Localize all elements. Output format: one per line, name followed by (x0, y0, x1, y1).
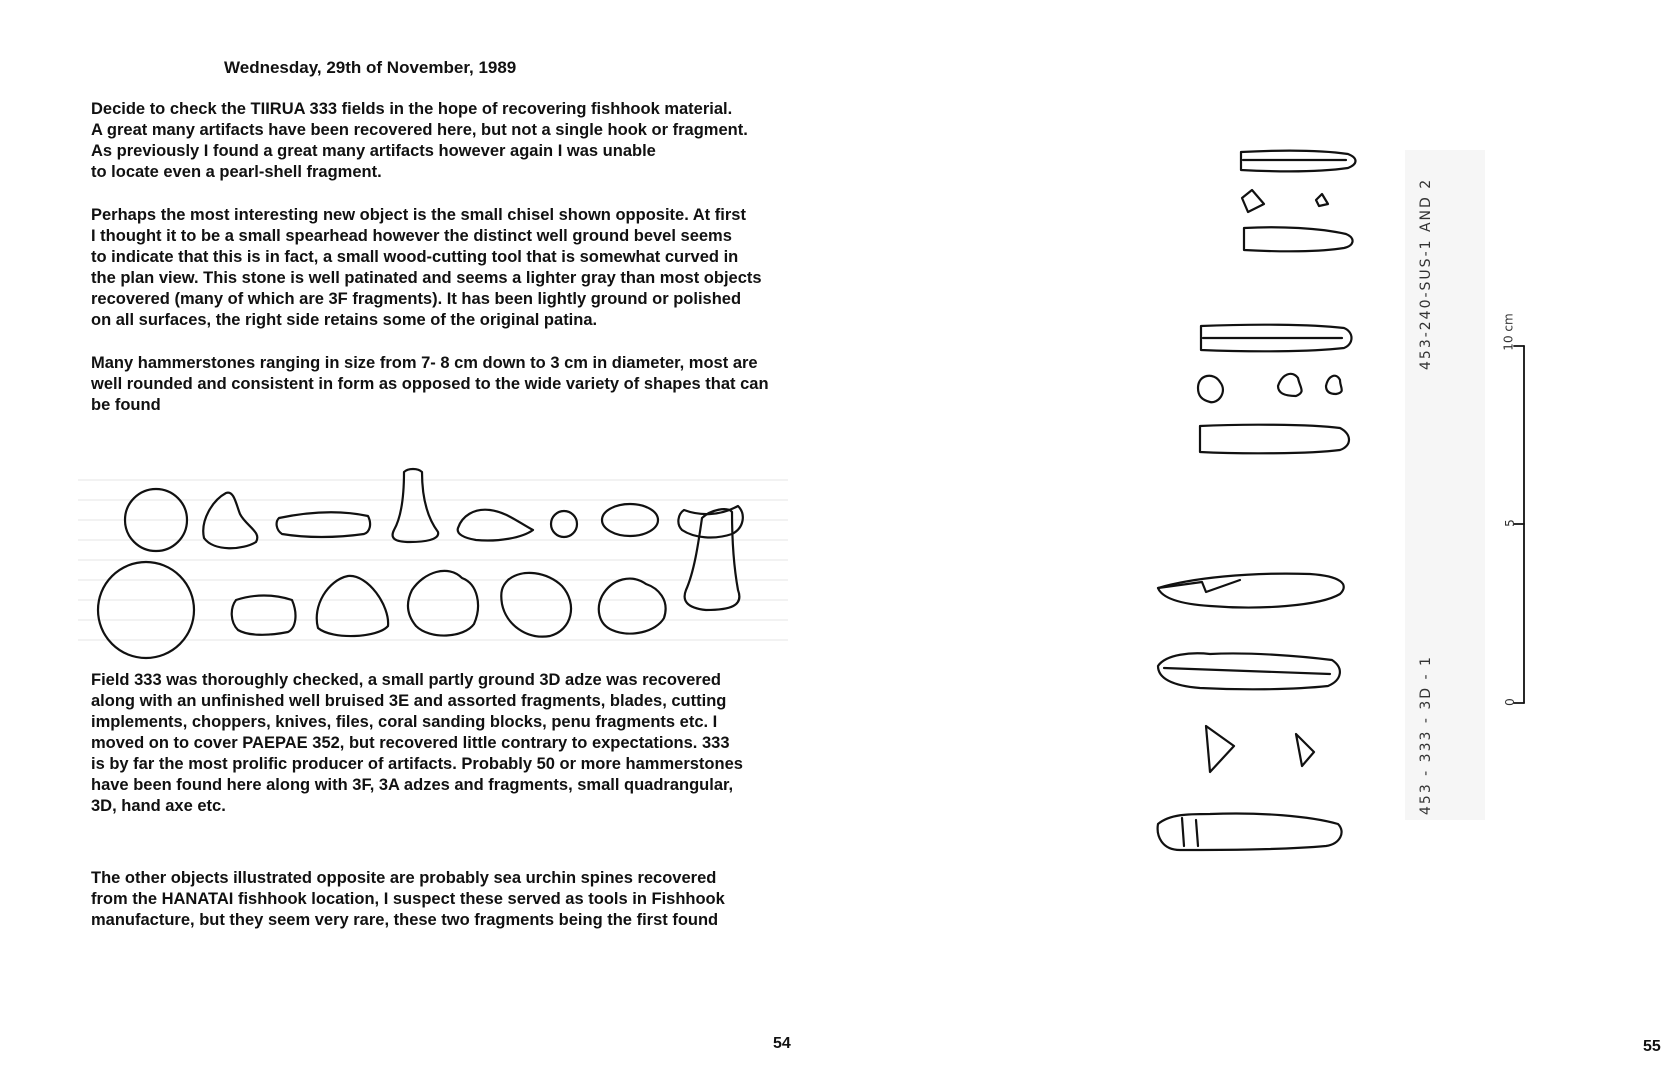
sketch-grid (78, 480, 788, 640)
chisel-back-mark-1 (1182, 818, 1184, 846)
chisel-section-b (1296, 734, 1314, 766)
label-urchin-spines: 453-240-SUS-1 AND 2 (1418, 177, 1434, 370)
text-line: along with an unfinished well bruised 3E and assorted fragments, blades, cutting (91, 692, 727, 710)
text-line: moved on to cover PAEPAE 352, but recovered little contrary to expectations. 333 (91, 734, 730, 752)
hammerstone-9 (98, 562, 194, 658)
text-line: on all surfaces, the right side retains some of the original patina. (91, 311, 598, 329)
urchin-spine-2-section-c (1326, 376, 1342, 394)
text-line: The other objects illustrated opposite are probably sea urchin spines recovered (91, 869, 717, 887)
hammerstone-10 (232, 596, 296, 635)
text-line: to locate even a pearl-shell fragment. (91, 163, 382, 181)
artifact-drawings (840, 0, 1680, 1080)
paragraph-5 (91, 868, 831, 931)
urchin-spine-1-section-b (1316, 194, 1328, 206)
right-page (840, 0, 1680, 1080)
chisel-side-view (1158, 574, 1344, 608)
chisel-back-view (1158, 813, 1342, 850)
text-line: manufacture, but they seem very rare, these two fragments being the first found (91, 911, 719, 929)
scale-label-5: 5 (1502, 519, 1517, 527)
text-line: to indicate that this is in fact, a small wood-cutting tool that is somewhat curved in (91, 248, 739, 266)
chisel-section-a (1206, 726, 1234, 772)
urchin-spine-1-top (1244, 227, 1353, 251)
chisel-back-mark-2 (1196, 820, 1198, 846)
urchin-spine-2-section-a (1198, 376, 1223, 402)
page-number-left: 54 (773, 1035, 791, 1052)
paragraph-3 (91, 353, 831, 416)
urchin-spine-1-section-a (1242, 190, 1264, 212)
text-line: from the HANATAI fishhook location, I suspect these served as tools in Fishhook (91, 890, 725, 908)
text-line: 3D, hand axe etc. (91, 797, 226, 815)
hammerstone-12 (408, 571, 478, 636)
text-line: Field 333 was thoroughly checked, a small partly ground 3D adze was recovered (91, 671, 721, 689)
paragraph-1 (91, 99, 831, 183)
text-line: have been found here along with 3F, 3A adzes and fragments, small quadrangular, (91, 776, 734, 794)
urchin-spine-2-top (1200, 425, 1349, 454)
hammerstone-13 (501, 573, 571, 637)
paragraph-2 (91, 205, 831, 331)
page-number-right: 55 (1643, 1038, 1661, 1055)
entry-date: Wednesday, 29th of November, 1989 (224, 58, 517, 77)
urchin-spine-2-section-b (1278, 374, 1302, 396)
text-line: be found (91, 396, 161, 414)
scale-label-0: 0 (1502, 698, 1517, 706)
hammerstone-11 (317, 576, 388, 636)
text-line: I thought it to be a small spearhead however the distinct well ground bevel seems (91, 227, 732, 245)
text-line: recovered (many of which are 3F fragments). It has been lightly ground or polished (91, 290, 742, 308)
text-line: Many hammerstones ranging in size from 7- 8 cm down to 3 cm in diameter, most are (91, 354, 758, 372)
text-line: Decide to check the TIIRUA 333 fields in the hope of recovering fishhook material. (91, 100, 733, 118)
text-line: is by far the most prolific producer of artifacts. Probably 50 or more hammerstones (91, 755, 743, 773)
text-line: A great many artifacts have been recovered here, but not a single hook or fragment. (91, 121, 748, 139)
hammerstone-14 (599, 579, 666, 634)
hammerstone-6 (551, 511, 577, 537)
paragraph-4 (91, 670, 831, 817)
text-line: As previously I found a great many artifacts however again I was unable (91, 142, 656, 160)
label-chisel: 453 - 333 - 3D - 1 (1418, 655, 1434, 815)
text-line: the plan view. This stone is well patinated and seems a lighter gray than most objects (91, 269, 762, 287)
hammerstone-5 (458, 510, 533, 541)
hammerstones-sketch (78, 460, 788, 665)
chisel-bevel-line (1158, 580, 1240, 592)
hammerstone-3 (277, 512, 370, 537)
text-line: well rounded and consistent in form as opposed to the wide variety of shapes that can (91, 375, 769, 393)
text-line: implements, choppers, knives, files, coral sanding blocks, penu fragments etc. I (91, 713, 718, 731)
text-line: Perhaps the most interesting new object is the small chisel shown opposite. At first (91, 206, 746, 224)
chisel-top-ridge (1164, 668, 1330, 674)
scale-label-10: 10 cm (1501, 313, 1516, 351)
